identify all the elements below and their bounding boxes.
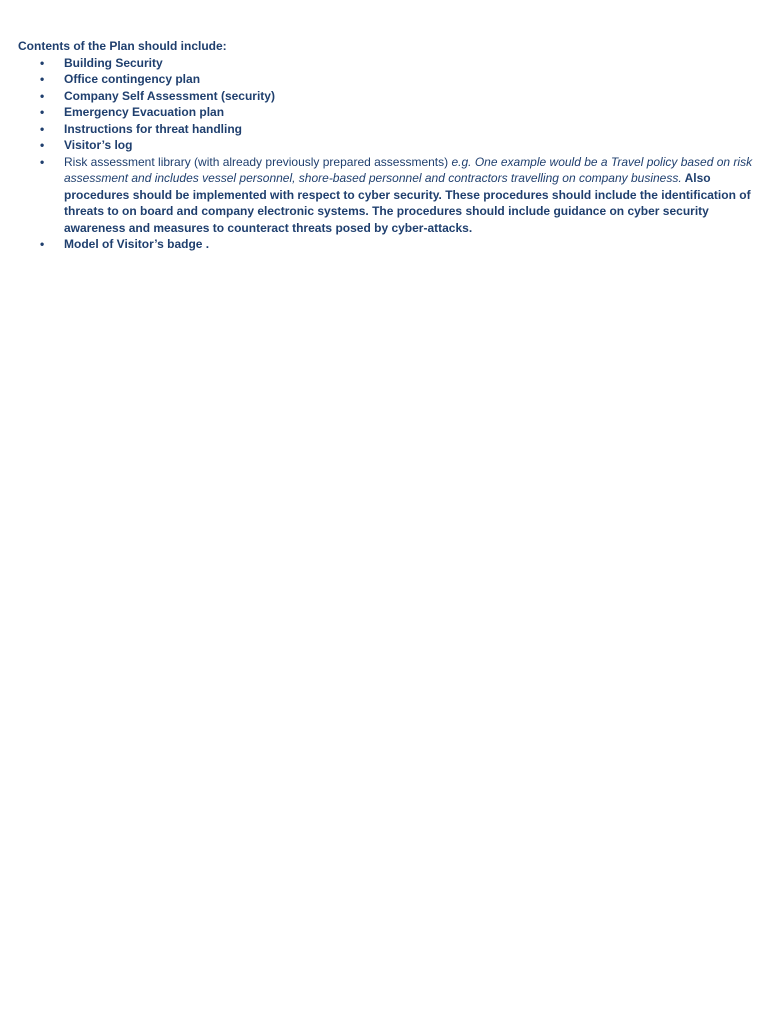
bullet-icon: • [40, 55, 45, 70]
document-page [18, 38, 753, 253]
list-item-office-contingency [18, 71, 753, 88]
bullet-icon: • [40, 88, 45, 103]
bullet-icon: • [40, 138, 45, 152]
list-item-text: Model of Visitor’s badge . [64, 237, 210, 251]
list-item-text: Instructions for threat handling [64, 121, 243, 136]
section-heading: Contents of the Plan should include: [18, 39, 227, 53]
list-item-text: Visitor’s log [64, 138, 133, 152]
bullet-icon: • [40, 154, 45, 169]
plan-contents-list [18, 55, 753, 253]
list-item-risk-assessment-library [18, 154, 753, 237]
bullet-icon: • [40, 105, 45, 119]
list-item-visitors-badge [18, 236, 753, 253]
list-item-text: Emergency Evacuation plan [64, 105, 225, 119]
list-item-building-security [18, 55, 753, 72]
list-item-text: Company Self Assessment (security) [64, 88, 275, 103]
list-item-text: Office contingency plan [64, 72, 201, 86]
list-item-lead-text: Risk assessment library (with already previously prepared assessments) [64, 154, 449, 169]
list-item-visitors-log [18, 137, 753, 154]
bullet-icon: • [40, 72, 45, 86]
list-item-text: Building Security [64, 55, 163, 70]
list-item-evacuation-plan [18, 104, 753, 121]
list-item-example-text: e.g. One example would be a Travel policy based on risk assessment and includes vessel personnel, shore-based personnel and contractors travelling on company business. [64, 154, 753, 185]
list-item-tail-text: Also procedures should be implemented with respect to cyber security. These procedures should include the identification of threats to on board and company electronic systems. The procedures should include guidance on cyber security awareness and measures to counteract threats posed by cyber-attacks. [64, 171, 751, 235]
bullet-icon: • [40, 121, 45, 136]
list-item-self-assessment [18, 88, 753, 105]
list-item-threat-handling [18, 121, 753, 138]
bullet-icon: • [40, 237, 45, 251]
